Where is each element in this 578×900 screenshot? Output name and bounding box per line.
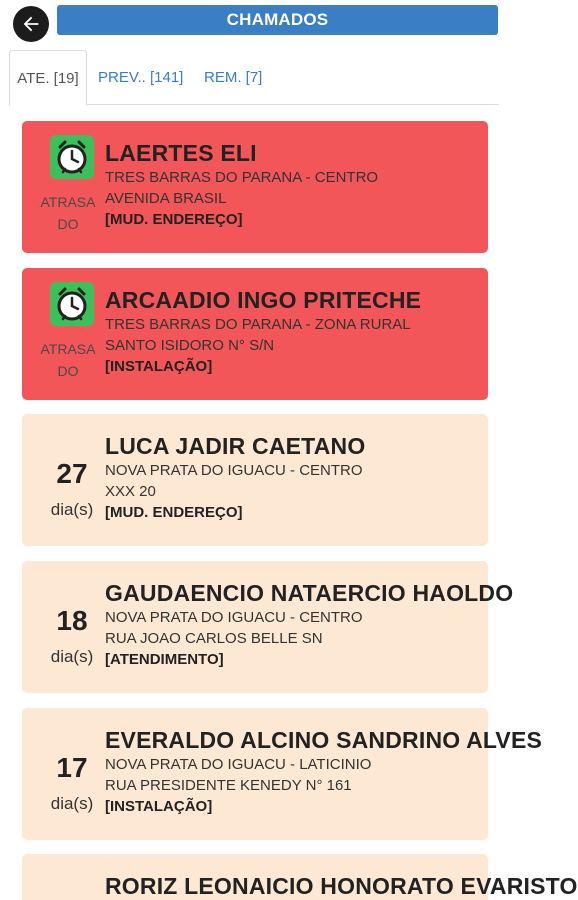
ticket-address: XXX 20: [105, 483, 156, 500]
ticket-type: [INSTALAÇÃO]: [105, 358, 213, 375]
days-label: dia(s): [50, 500, 94, 519]
customer-name: GAUDAENCIO NATAERCIO HAOLDO: [105, 580, 514, 606]
ticket-content: [105, 872, 578, 900]
tab-ate[interactable]: ATE. [19]: [9, 50, 87, 106]
ticket-card[interactable]: [22, 561, 514, 693]
ticket-content: [105, 139, 474, 230]
ticket-address: RUA JOAO CARLOS BELLE SN: [105, 630, 323, 647]
ticket-content: [105, 579, 514, 670]
tab-bar: [9, 50, 499, 105]
back-button[interactable]: [13, 6, 49, 42]
ticket-city: NOVA PRATA DO IGUACU - CENTRO: [105, 462, 363, 479]
ticket-content: [105, 726, 543, 817]
ticket-type: [MUD. ENDEREÇO]: [105, 504, 243, 521]
days-label: dia(s): [50, 647, 94, 666]
days-count: 18: [56, 605, 88, 636]
ticket-card[interactable]: [22, 854, 578, 900]
ticket-type: [ATENDIMENTO]: [105, 651, 224, 668]
ticket-status: [22, 121, 102, 253]
ticket-city: TRES BARRAS DO PARANA - ZONA RURAL: [105, 316, 411, 333]
ticket-content: [105, 432, 474, 523]
ticket-address: RUA PRESIDENTE KENEDY N° 161: [105, 777, 352, 794]
customer-name: ARCAADIO INGO PRITECHE: [105, 287, 422, 313]
late-label: ATRASA DO: [40, 341, 96, 379]
page-title: CHAMADOS: [57, 5, 498, 35]
ticket-type: [INSTALAÇÃO]: [105, 798, 213, 815]
late-label: ATRASA DO: [40, 194, 96, 232]
customer-name: RORIZ LEONAICIO HONORATO EVARISTO: [105, 873, 578, 899]
ticket-content: [105, 286, 474, 377]
top-bar: [0, 0, 507, 46]
alarm-clock-icon: [50, 135, 94, 179]
ticket-status: [22, 561, 102, 693]
customer-name: LAERTES ELI: [105, 140, 257, 166]
ticket-city: TRES BARRAS DO PARANA - CENTRO: [105, 169, 379, 186]
ticket-city: NOVA PRATA DO IGUACU - CENTRO: [105, 609, 363, 626]
days-count: 27: [56, 458, 88, 489]
days-label: dia(s): [50, 794, 94, 813]
ticket-address: SANTO ISIDORO N° S/N: [105, 337, 275, 354]
ticket-card[interactable]: [22, 268, 488, 400]
ticket-city: NOVA PRATA DO IGUACU - LATICINIO: [105, 756, 372, 773]
ticket-status: [22, 414, 102, 546]
alarm-clock-icon: [50, 282, 94, 326]
ticket-status: [22, 268, 102, 400]
ticket-card[interactable]: [22, 708, 543, 840]
arrow-left-icon: [20, 13, 42, 35]
tab-rem[interactable]: REM. [7]: [204, 69, 263, 86]
ticket-type: [MUD. ENDEREÇO]: [105, 211, 243, 228]
ticket-card[interactable]: [22, 414, 488, 546]
ticket-address: AVENIDA BRASIL: [105, 190, 227, 207]
customer-name: LUCA JADIR CAETANO: [105, 433, 366, 459]
tab-prev[interactable]: PREV.. [141]: [98, 69, 184, 86]
customer-name: EVERALDO ALCINO SANDRINO ALVES: [105, 727, 543, 753]
days-count: 17: [56, 752, 88, 783]
ticket-card[interactable]: [22, 121, 488, 253]
ticket-status: [22, 708, 102, 840]
